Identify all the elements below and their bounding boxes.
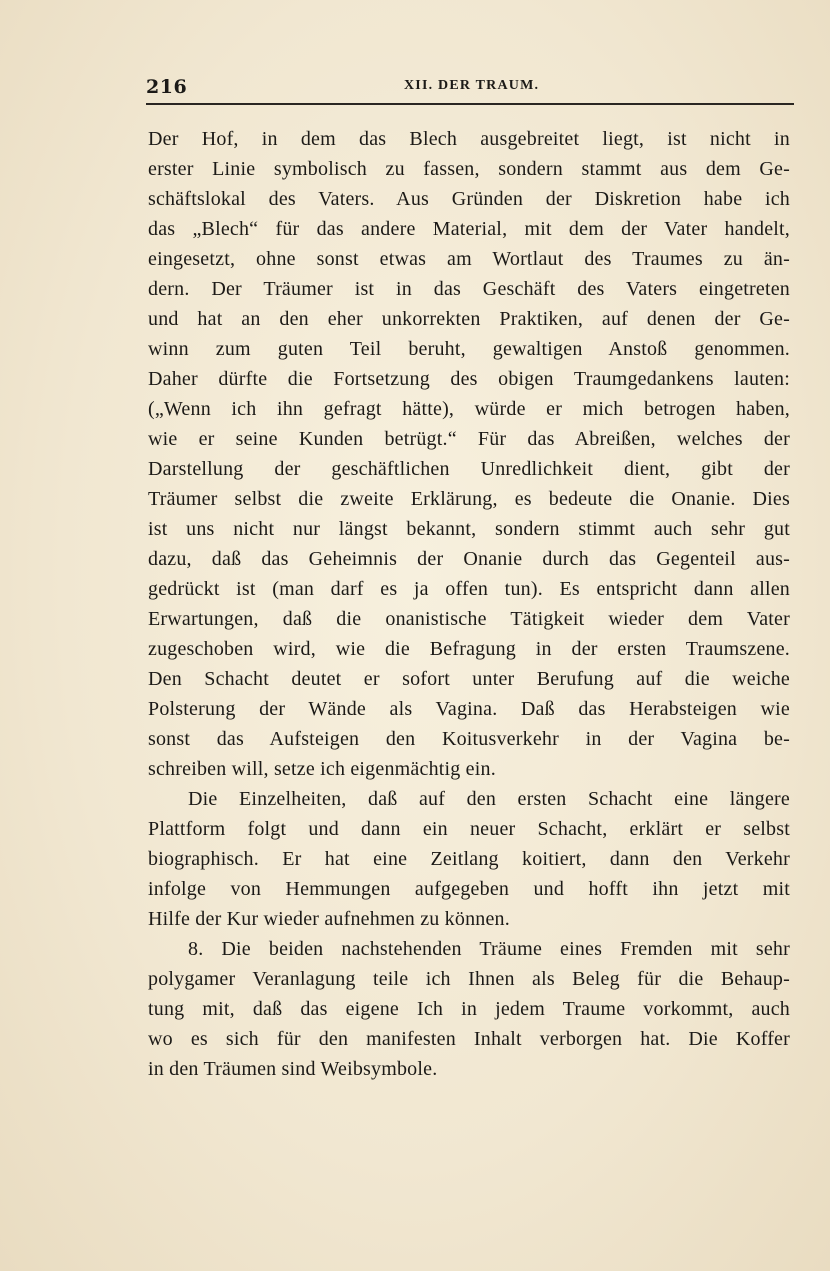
text-line: zugeschoben wird, wie die Befragung in der ersten Traumszene. [148, 638, 790, 660]
running-head: XII. DER TRAUM. [404, 78, 540, 93]
text-line: ist uns nicht nur längst bekannt, sondern stimmt auch sehr gut [148, 518, 790, 540]
text-line: Darstellung der geschäftlichen Unredlichkeit dient, gibt der [148, 458, 790, 480]
text-line: („Wenn ich ihn gefragt hätte), würde er mich betrogen haben, [148, 398, 790, 420]
text-line: Der Hof, in dem das Blech ausgebreitet liegt, ist nicht in [148, 128, 790, 150]
text-line: erster Linie symbolisch zu fassen, sondern stammt aus dem Ge- [148, 158, 790, 180]
text-line: Polsterung der Wände als Vagina. Daß das Herabsteigen wie [148, 698, 790, 720]
text-line: biographisch. Er hat eine Zeitlang koitiert, dann den Verkehr [148, 848, 790, 870]
page-header [146, 76, 794, 102]
text-line: dern. Der Träumer ist in das Geschäft des Vaters eingetreten [148, 278, 790, 300]
text-line: Daher dürfte die Fortsetzung des obigen Traumgedankens lauten: [148, 368, 790, 390]
page-number: 216 [146, 76, 188, 98]
text-line: wo es sich für den manifesten Inhalt verborgen hat. Die Koffer [148, 1028, 790, 1050]
text-line: wie er seine Kunden betrügt.“ Für das Abreißen, welches der [148, 428, 790, 450]
text-line: und hat an den eher unkorrekten Praktiken, auf denen der Ge- [148, 308, 790, 330]
text-line: polygamer Veranlagung teile ich Ihnen als Beleg für die Behaup- [148, 968, 790, 990]
text-line: das „Blech“ für das andere Material, mit dem der Vater handelt, [148, 218, 790, 240]
text-line: schreiben will, setze ich eigenmächtig ein. [148, 758, 496, 780]
text-line: Träumer selbst die zweite Erklärung, es bedeute die Onanie. Dies [148, 488, 790, 510]
text-line: Plattform folgt und dann ein neuer Schacht, erklärt er selbst [148, 818, 790, 840]
header-rule [146, 103, 794, 105]
text-line: Die Einzelheiten, daß auf den ersten Schacht eine längere [188, 788, 790, 810]
text-line: infolge von Hemmungen aufgegeben und hofft ihn jetzt mit [148, 878, 790, 900]
text-line: sonst das Aufsteigen den Koitusverkehr in der Vagina be- [148, 728, 790, 750]
text-line: eingesetzt, ohne sonst etwas am Wortlaut des Traumes zu än- [148, 248, 790, 270]
text-line: Hilfe der Kur wieder aufnehmen zu können. [148, 908, 510, 930]
text-line: Den Schacht deutet er sofort unter Berufung auf die weiche [148, 668, 790, 690]
text-line: gedrückt ist (man darf es ja offen tun). Es entspricht dann allen [148, 578, 790, 600]
text-line: schäftslokal des Vaters. Aus Gründen der Diskretion habe ich [148, 188, 790, 210]
text-line: tung mit, daß das eigene Ich in jedem Traume vorkommt, auch [148, 998, 790, 1020]
text-line: Erwartungen, daß die onanistische Tätigkeit wieder dem Vater [148, 608, 790, 630]
text-line: dazu, daß das Geheimnis der Onanie durch das Gegenteil aus- [148, 548, 790, 570]
text-line: in den Träumen sind Weibsymbole. [148, 1058, 438, 1080]
text-line: 8. Die beiden nachstehenden Träume eines Fremden mit sehr [188, 938, 790, 960]
text-line: winn zum guten Teil beruht, gewaltigen Anstoß genommen. [148, 338, 790, 360]
body-text [148, 124, 790, 1084]
